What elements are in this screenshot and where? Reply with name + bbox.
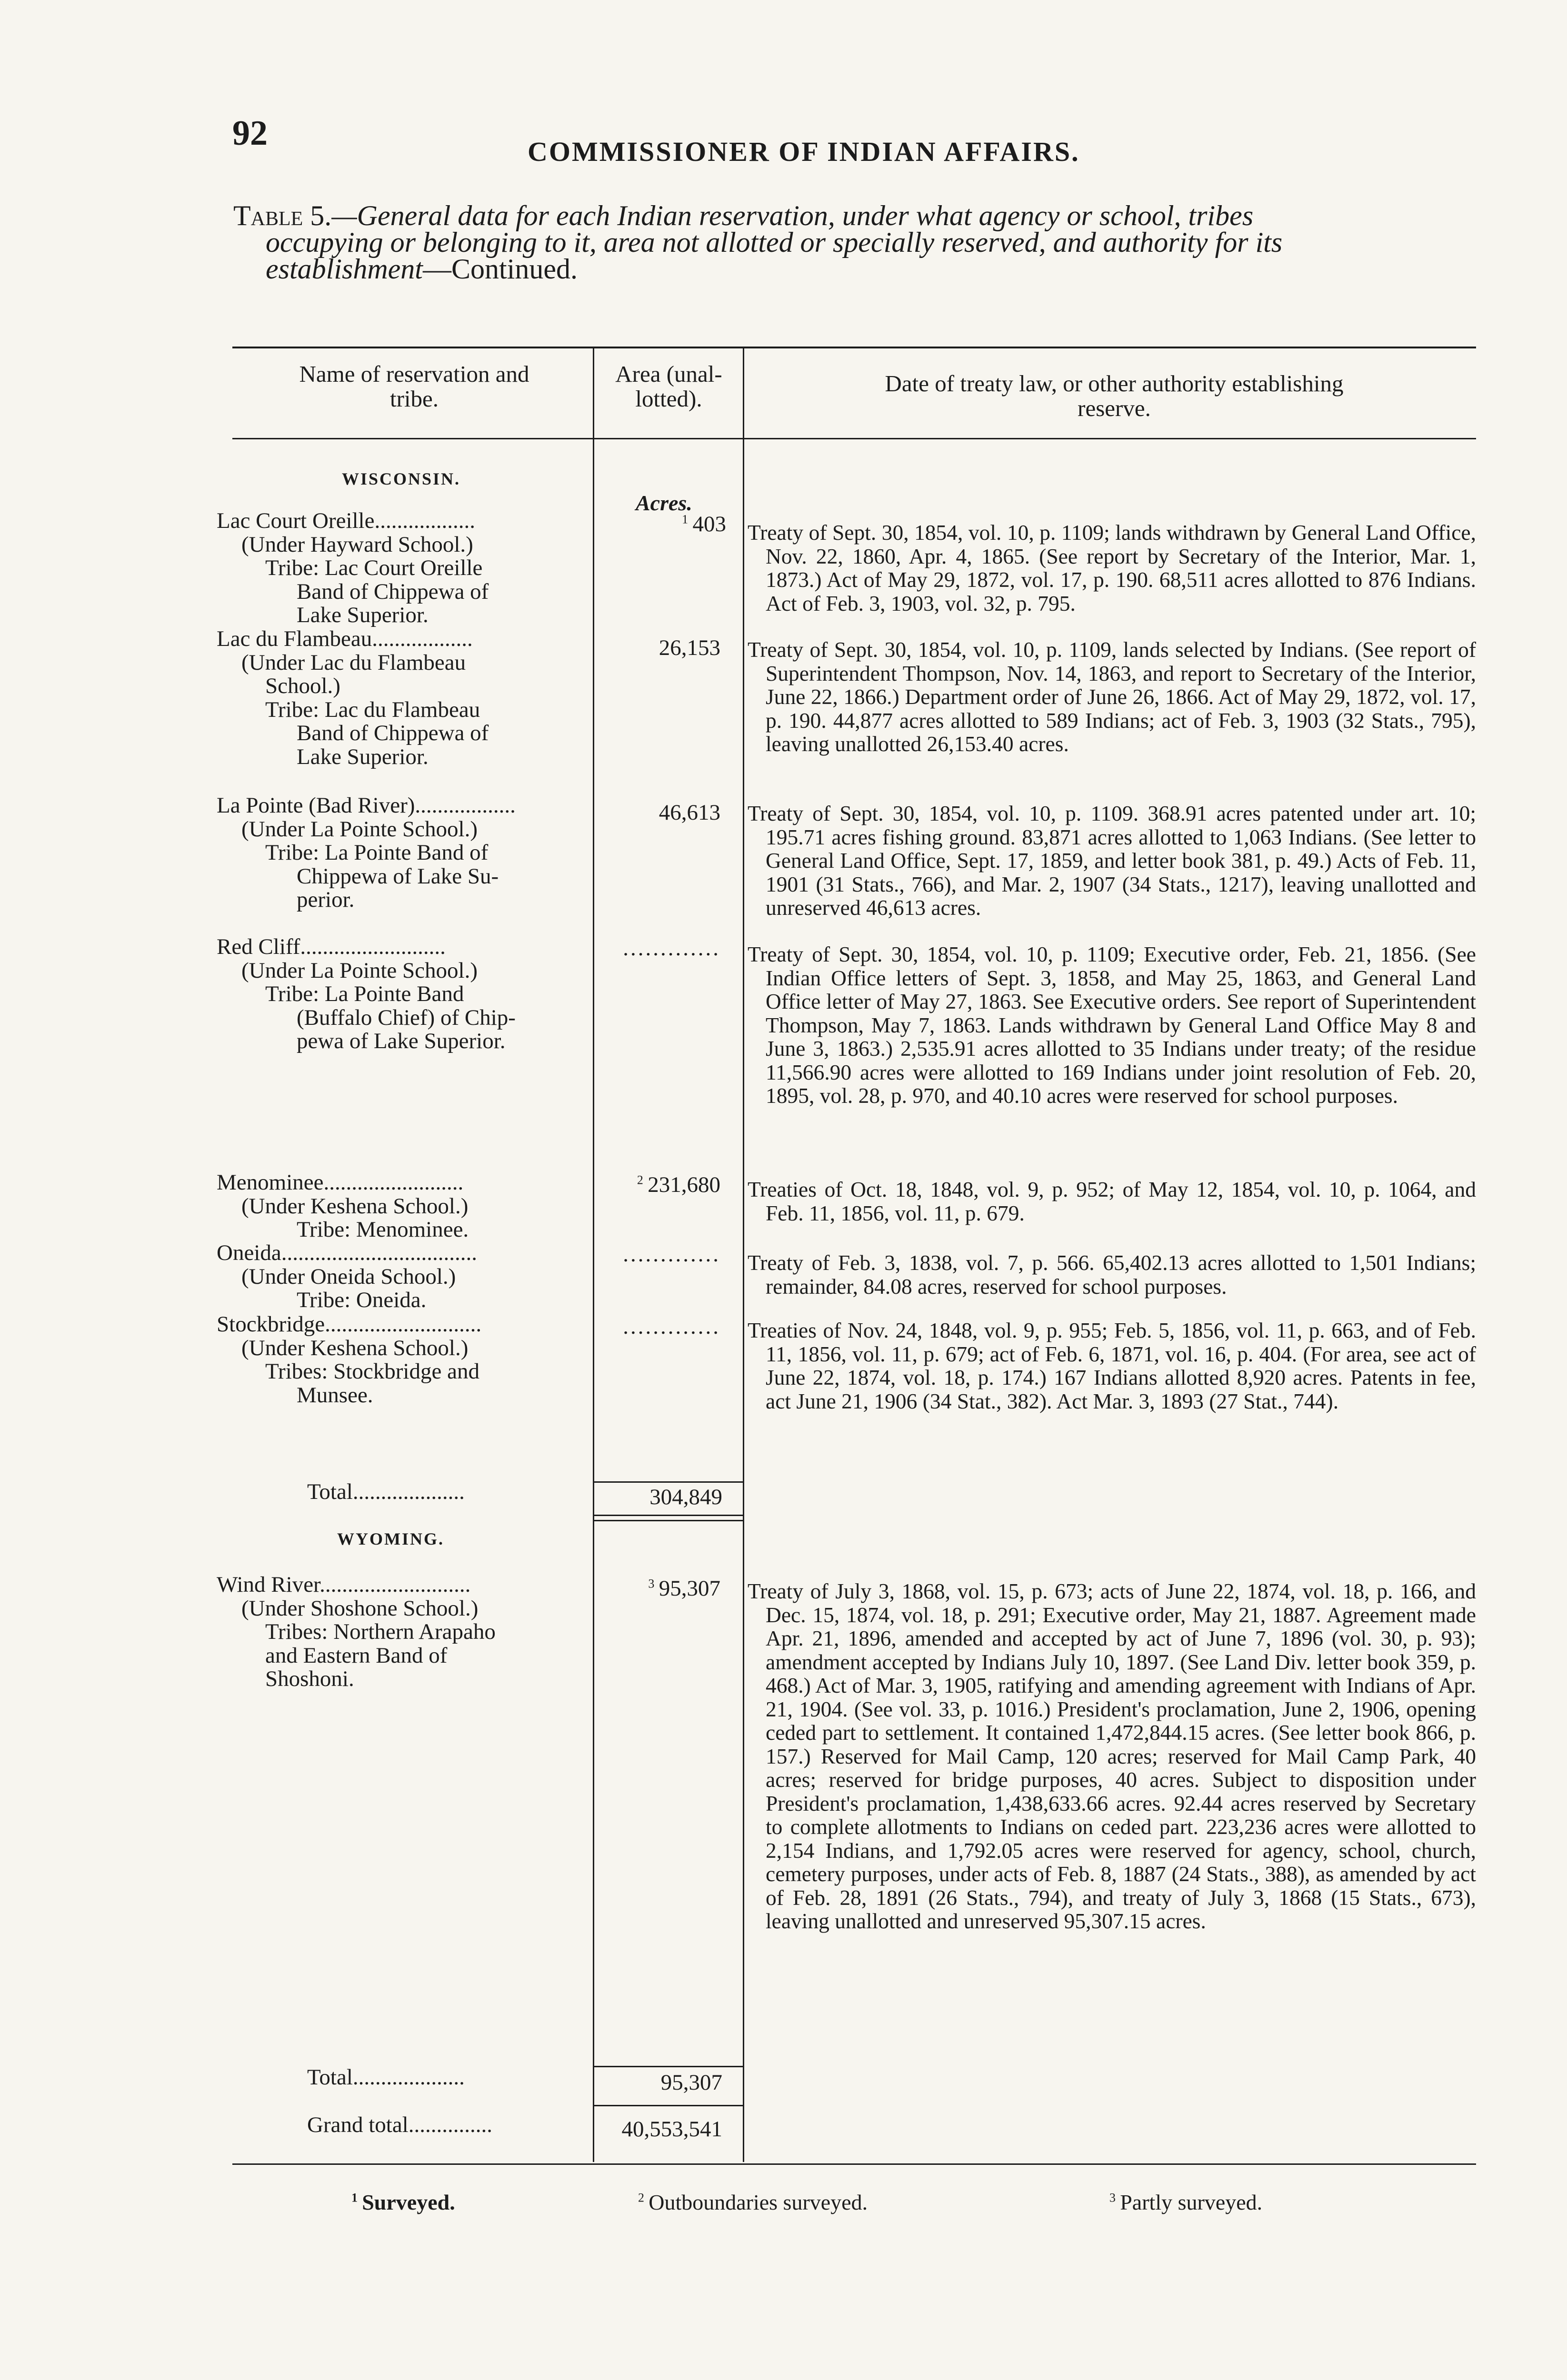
- reservation-name: La Pointe (Bad River)..................: [217, 794, 516, 818]
- footnote-1: $^1$ Surveyed.: [351, 2190, 455, 2214]
- reservation-menominee: Menominee......................... (Under Keshena School.) Tribe: Menominee.: [217, 1171, 590, 1242]
- area-la-pointe: 46,613: [659, 800, 720, 825]
- column-header-name: Name of reservation and tribe.: [299, 361, 529, 412]
- state-heading-wyoming: WYOMING.: [337, 1529, 444, 1548]
- table-top-rule: [232, 347, 1476, 348]
- area-menominee: $^2$ 231,680: [637, 1172, 720, 1197]
- caption-line-3: establishment: [266, 253, 423, 285]
- caption-line-1: —General data for each Indian reservation, under what agency or school, tribes: [331, 200, 1254, 231]
- column-header-area: Area (unal- lotted).: [615, 361, 722, 412]
- state-heading-wisconsin: WISCONSIN.: [342, 469, 461, 488]
- reservation-name: Stockbridge............................: [217, 1313, 482, 1337]
- reservation-name: Red Cliff..........................: [217, 935, 446, 959]
- caption-continued: —Continued.: [422, 253, 578, 285]
- footnote-2: $^2$ Outboundaries surveyed.: [638, 2190, 868, 2214]
- reservation-name: Oneida...................................: [217, 1241, 477, 1265]
- authority-wind-river: Treaty of July 3, 1868, vol. 15, p. 673; acts of June 22, 1874, vol. 18, p. 166, and Dec. 15, 1874, vol. 18, p. 291; Executive order, May 21, 1887. Agreement made Apr. 21, 1896, amended and accepted by act of June 7, 1896 (vol. 30, p. 93); amendment accepted by Indians July 10, 1897. (See Land Div. letter book 359, p. 468.) Act of Mar. 3, 1905, ratifying and amending agreement with Indians of Apr. 21, 1904. (See vol. 33, p. 1016.) President's proclamation, June 2, 1906, opening ceded part to settlement. It contained 1,472,844.15 acres. (See letter book 866, p. 157.) Reserved for Mail Camp, 120 acres; reserved for Mail Camp Park, 40 acres; reserved for bridge purposes, 40 acres. Subject to disposition under President's proclamation, 1,438,633.66 acres. 92.44 acres reserved by Secretary to complete allotments to Indians on ceded part. 223,236 acres were allotted to 2,154 Indians, and 1,792.05 acres were reserved for agency, school, church, cemetery purposes, under acts of Feb. 8, 1887 (24 Stats., 388), as amended by act of Feb. 28, 1891 (26 Stats., 794), and treaty of July 3, 1868 (15 Stats., 673), leaving unallotted and unreserved 95,307.15 acres.: [748, 1579, 1476, 1933]
- area-lac-court-oreille: $^1$ 403: [682, 512, 726, 536]
- wisconsin-total-label: Total....................: [307, 1480, 465, 1504]
- footnote-3: $^3$ Partly surveyed.: [1109, 2190, 1263, 2214]
- wisconsin-total-rule: [593, 1481, 744, 1483]
- reservation-stockbridge: Stockbridge............................ (Under Keshena School.) Tribes: Stockbridge and Munsee.: [217, 1313, 590, 1407]
- authority-lac-du-flambeau: Treaty of Sept. 30, 1854, vol. 10, p. 1109, lands selected by Indians. (See report of Superintendent Thompson, Nov. 14, 1863, and report to Secretary of the Interior, June 22, 1866.) Department order of June 26, 1866. Act of May 29, 1872, vol. 17, p. 190. 44,877 acres allotted to 589 Indians; act of Feb. 3, 1903 (32 Stats., 795), leaving unallotted 26,153.40 acres.: [748, 637, 1476, 756]
- grand-total: 40,553,541: [621, 2117, 722, 2142]
- wisconsin-total-double-rule-2: [593, 1520, 744, 1521]
- reservation-lac-du-flambeau: Lac du Flambeau.................. (Under Lac du Flambeau School.) Tribe: Lac du Flambeau Band of Chippewa of Lake Superior.: [217, 627, 590, 769]
- running-header: COMMISSIONER OF INDIAN AFFAIRS.: [528, 136, 1080, 167]
- authority-la-pointe: Treaty of Sept. 30, 1854, vol. 10, p. 1109. 368.91 acres patented under art. 10; 195.71 acres fishing ground. 83,871 acres allotted to 1,063 Indians. (See letter to General Land Office, Sept. 17, 1859, and letter book 381, p. 49.) Acts of Feb. 11, 1901 (31 Stats., 766), and Mar. 2, 1907 (34 Stats., 1217), leaving unallotted and unreserved 46,613 acres.: [748, 801, 1476, 920]
- area-oneida-dots: .............: [623, 1242, 720, 1267]
- wyoming-total: 95,307: [660, 2070, 722, 2095]
- grand-total-label: Grand total...............: [307, 2113, 492, 2137]
- reservation-name: Lac Court Oreille..................: [217, 509, 475, 533]
- page-number: 92: [232, 114, 268, 153]
- authority-lac-court-oreille: Treaty of Sept. 30, 1854, vol. 10, p. 1109; lands withdrawn by General Land Office, Nov. 22, 1860, Apr. 4, 1865. (See report by Secretary of the Interior, Mar. 1, 1873.) Act of May 29, 1872, vol. 17, p. 190. 68,511 acres allotted to 876 Indians. Act of Feb. 3, 1903, vol. 32, p. 795.: [748, 520, 1476, 615]
- reservation-name: Lac du Flambeau..................: [217, 627, 473, 651]
- wisconsin-total-double-rule-1: [593, 1515, 744, 1516]
- authority-stockbridge: Treaties of Nov. 24, 1848, vol. 9, p. 955; Feb. 5, 1856, vol. 11, p. 663, and of Feb. 11, 1856, vol. 11, p. 679; act of Feb. 6, 1871, vol. 16, p. 404. (For area, see act of June 22, 1874, vol. 18, p. 174.) 167 Indians allotted 8,920 acres. Patents in fee, act June 21, 1906 (34 Stat., 382). Act Mar. 3, 1893 (27 Stat., 744).: [748, 1318, 1476, 1413]
- reservation-la-pointe: La Pointe (Bad River).................. (Under La Pointe School.) Tribe: La Pointe Band of Chippewa of Lake Su- perior.: [217, 794, 590, 912]
- header-bottom-rule: [232, 438, 1476, 439]
- table-caption: [233, 200, 1478, 285]
- table-bottom-rule: [232, 2163, 1476, 2165]
- column-divider-2: [743, 348, 744, 2162]
- wyoming-total-rule: [593, 2066, 744, 2067]
- reservation-name: Menominee.........................: [217, 1171, 464, 1195]
- reservation-red-cliff: Red Cliff.......................... (Under La Pointe School.) Tribe: La Pointe Band (Buffalo Chief) of Chip- pewa of Lake Superior.: [217, 935, 590, 1053]
- reservation-wind-river: Wind River........................... (Under Shoshone School.) Tribes: Northern Arapaho and Eastern Band of Shoshoni.: [217, 1573, 590, 1691]
- authority-red-cliff: Treaty of Sept. 30, 1854, vol. 10, p. 1109; Executive order, Feb. 21, 1856. (See Indian Office letters of Sept. 3, 1858, and May 25, 1863, and General Land Office letter of May 27, 1863. See Executive orders. See report of Superintendent Thompson, May 7, 1863. Lands withdrawn by General Land Office May 8 and June 3, 1863.) 2,535.91 acres allotted to 35 Indians under treaty; of the residue 11,566.90 acres were allotted to 169 Indians under joint resolution of Feb. 20, 1895, vol. 28, p. 970, and 40.10 acres were reserved for school purposes.: [748, 942, 1476, 1108]
- column-header-authority: Date of treaty law, or other authority establishing reserve.: [885, 370, 1344, 421]
- reservation-oneida: Oneida................................... (Under Oneida School.) Tribe: Oneida.: [217, 1241, 590, 1312]
- caption-line-2: occupying or belonging to it, area not allotted or specially reserved, and authority for its: [266, 227, 1283, 258]
- area-red-cliff-dots: .............: [623, 936, 720, 961]
- table-label: Table 5.: [233, 200, 332, 231]
- grand-total-rule: [593, 2105, 744, 2106]
- authority-menominee: Treaties of Oct. 18, 1848, vol. 9, p. 952; of May 12, 1854, vol. 10, p. 1064, and Feb. 11, 1856, vol. 11, p. 679.: [748, 1177, 1476, 1225]
- units-label: Acres.: [636, 491, 692, 515]
- area-lac-du-flambeau: 26,153: [659, 635, 720, 660]
- reservation-name: Wind River...........................: [217, 1573, 471, 1597]
- wisconsin-total: 304,849: [649, 1485, 722, 1509]
- reservation-lac-court-oreille: Lac Court Oreille.................. (Under Hayward School.) Tribe: Lac Court Oreille Band of Chippewa of Lake Superior.: [217, 509, 590, 627]
- area-stockbridge-dots: .............: [623, 1314, 720, 1339]
- area-wind-river: $^3$ 95,307: [648, 1576, 720, 1601]
- authority-oneida: Treaty of Feb. 3, 1838, vol. 7, p. 566. 65,402.13 acres allotted to 1,501 Indians; remainder, 84.08 acres, reserved for school purposes.: [748, 1250, 1476, 1299]
- wyoming-total-label: Total....................: [307, 2066, 465, 2090]
